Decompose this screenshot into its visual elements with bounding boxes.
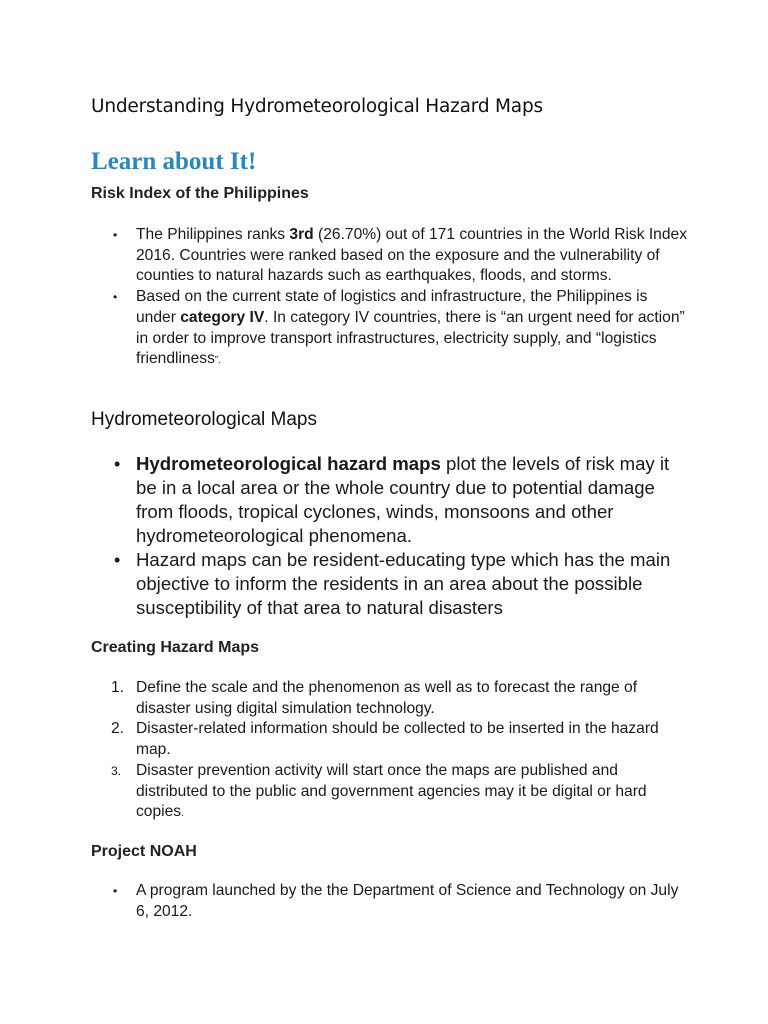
category-value: category IV [180, 308, 265, 326]
creating-maps-list [111, 678, 691, 825]
list-item: 1. Define the scale and the phenomenon as well as to forecast the range of disaster using digital simulation technology. [111, 679, 638, 717]
bullet-icon: • [113, 884, 118, 898]
risk-index-list [111, 225, 691, 372]
list-number: 3. [111, 763, 122, 778]
hydro-maps-heading: Hydrometeorological Maps [91, 409, 317, 430]
rank-value: 3rd [289, 226, 314, 243]
list-item: • Hydrometeorological hazard maps plot the levels of risk may it be in a local area or the whole country due to potential damage from floods, tropical cyclones, winds, monsoons and other hydrometeorological phenomena. [114, 453, 670, 546]
bullet-icon: • [114, 550, 121, 570]
project-noah-heading: Project NOAH [91, 843, 197, 860]
list-item: • Based on the current state of logistics and infrastructure, the Philippines is under category IV. In category IV countries, there is “an urgent need for action” in order to improve transport infrastructures, electricity supply, and “logistics friendliness”. [113, 288, 685, 368]
list-item: • The Philippines ranks 3rd (26.70%) out of 171 countries in the World Risk Index 2016. Countries were ranked based on the exposure and the vulnerability of counties to natural hazards such as earthquakes, floods, and storms. [113, 226, 687, 285]
list-item: 3. Disaster prevention activity will start once the maps are published and distributed to the public and government agencies may it be digital or hard copies. [111, 761, 647, 821]
project-noah-list [111, 881, 691, 922]
hydro-maps-list [111, 452, 691, 620]
risk-index-heading: Risk Index of the Philippines [91, 185, 309, 202]
list-number: 2. [111, 720, 125, 738]
creating-maps-heading: Creating Hazard Maps [91, 639, 260, 656]
learn-about-it-heading: Learn about It! [91, 148, 257, 175]
list-item: 2. Disaster-related information should be collected to be inserted in the hazard map. [111, 720, 659, 759]
list-item: • Hazard maps can be resident-educating type which has the main objective to inform the residents in an area about the possible susceptibility of that area to natural disasters [114, 549, 671, 618]
document-title: Understanding Hydrometeorological Hazard Maps [91, 96, 543, 117]
bullet-icon: • [113, 228, 118, 242]
hydro-term: Hydrometeorological hazard maps [136, 453, 441, 474]
bullet-icon: • [113, 290, 118, 305]
bullet-icon: • [114, 454, 121, 474]
list-number: 1. [111, 679, 125, 696]
list-item: • A program launched by the the Department of Science and Technology on July 6, 2012. [113, 882, 679, 920]
